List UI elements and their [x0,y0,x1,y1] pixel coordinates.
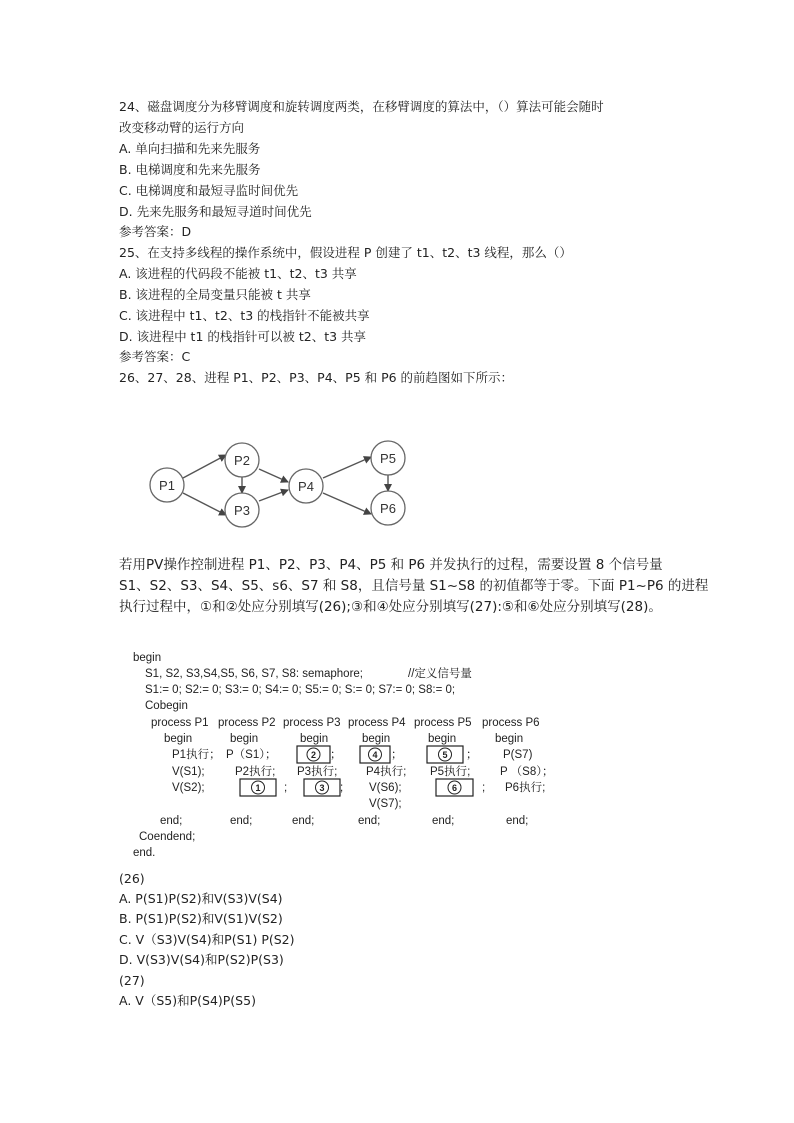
q24-answer: 参考答案：D [119,224,192,239]
q26-label: (26) [119,871,145,886]
p1-stmt-1: P1执行； [172,749,221,761]
edge-p1-p2 [183,455,226,478]
q26-option-c: C. V（S3)V(S4)和P(S1) P(S2) [119,932,295,947]
proc-header-p6: process P6 [482,717,540,729]
proc-begin-p4: begin [362,733,391,745]
p5-stmt-3-semicolon: ; [482,782,486,794]
proc-header-p2: process P2 [218,717,276,729]
p5-stmt-2: P5执行; [430,766,471,778]
pv-code-figure [120,645,580,863]
proc-end-p3: end; [292,815,315,827]
q27-label: (27) [119,973,145,988]
proc-begin-p6: begin [495,733,524,745]
p5-stmt-1-semicolon: ； [466,749,478,761]
blank-label-6: 6 [451,783,458,793]
p6-stmt-3: P6执行; [505,782,546,794]
pv-para-line3: 执行过程中，①和②处应分别填写(26);③和④处应分别填写(27):⑤和⑥处应分别填写(28)。 [119,599,662,615]
proc-end-p5: end; [432,815,455,827]
proc-begin-p5: begin [428,733,457,745]
blank-label-5: 5 [442,750,448,760]
node-label-p4: P4 [298,479,314,494]
proc-end-p6: end; [506,815,529,827]
code-decl: S1, S2, S3,S4,S5, S6, S7, S8: semaphore; [145,668,363,680]
proc-header-p5: process P5 [414,717,472,729]
blank-label-1: 1 [255,783,261,793]
proc-header-p3: process P3 [283,717,341,729]
proc-end-p4: end; [358,815,381,827]
edge-p4-p6 [323,493,371,514]
p3-stmt-3-semicolon: ; [340,782,344,794]
edge-p4-p5 [323,457,371,478]
blank-label-2: 2 [310,750,317,760]
p3-stmt-1-semicolon: ； [330,749,342,761]
proc-end-p1: end; [160,815,183,827]
code-end: end. [133,847,156,859]
proc-header-p1: process P1 [151,717,209,729]
code-coend: Coendend; [139,831,196,843]
proc-begin-p2: begin [230,733,259,745]
p4-stmt-3: V(S6); [369,782,402,794]
node-label-p1: P1 [159,478,175,493]
q26-option-a: A. P(S1)P(S2)和V(S3)V(S4) [119,891,283,906]
p2-stmt-3-semicolon: ; [284,782,288,794]
q24-option-a: A. 单向扫描和先来先服务 [119,141,261,156]
blank-label-3: 3 [319,783,325,793]
code-init: S1:= 0; S2:= 0; S3:= 0; S4:= 0; S5:= 0; S:= 0; S7:= 0; S8:= 0; [145,684,456,696]
p1-stmt-3: V(S2); [172,782,205,794]
precedence-graph [140,435,420,535]
q26-intro: 26、27、28、进程 P1、P2、P3、P4、P5 和 P6 的前趋图如下所示： [119,370,514,385]
q24-stem-line1: 24、磁盘调度分为移臂调度和旋转调度两类，在移臂调度的算法中，（）算法可能会随时 [119,99,604,114]
proc-end-p2: end; [230,815,253,827]
node-label-p2: P2 [234,453,250,468]
q25-option-d: D. 该进程中 t1 的栈指针可以被 t2、t3 共享 [119,329,367,344]
q26-option-b: B. P(S1)P(S2)和V(S1)V(S2) [119,911,283,926]
p2-stmt-2: P2执行; [235,766,276,778]
code-begin: begin [133,652,162,664]
edge-p1-p3 [183,493,226,515]
edge-p3-p4 [259,490,288,501]
proc-begin-p3: begin [300,733,329,745]
blank-label-4: 4 [372,750,378,760]
code-cobegin: Cobegin [145,700,188,712]
q24-stem-line2: 改变移动臂的运行方向 [119,120,245,135]
q25-option-b: B. 该进程的全局变量只能被 t 共享 [119,287,311,302]
q25-answer: 参考答案：C [119,349,191,364]
p2-stmt-1: P（S1）； [226,749,277,761]
code-comment: //定义信号量 [408,668,472,680]
proc-header-p4: process P4 [348,717,406,729]
q25-option-a: A. 该进程的代码段不能被 t1、t2、t3 共享 [119,266,357,281]
p1-stmt-2: V(S1); [172,766,205,778]
p4-stmt-4: V(S7); [369,798,402,810]
q25-stem: 25、在支持多线程的操作系统中，假设进程 P 创建了 t1、t2、t3 线程，那么（） [119,245,572,260]
q27-option-a: A. V（S5)和P(S4)P(S5) [119,993,256,1008]
q24-option-d: D. 先来先服务和最短寻道时间优先 [119,204,312,219]
q26-option-d: D. V(S3)V(S4)和P(S2)P(S3) [119,952,284,967]
p6-stmt-1: P(S7) [503,749,533,761]
pv-para-line1: 若用PV操作控制进程 P1、P2、P3、P4、P5 和 P6 并发执行的过程，需要设置 8 个信号量 [119,557,663,573]
node-label-p3: P3 [234,503,250,518]
q24-option-c: C. 电梯调度和最短寻监时间优先 [119,183,299,198]
node-label-p5: P5 [380,451,396,466]
node-label-p6: P6 [380,501,396,516]
proc-begin-p1: begin [164,733,193,745]
p3-stmt-2: P3执行; [297,766,338,778]
q24-option-b: B. 电梯调度和先来先服务 [119,162,261,177]
pv-para-line2: S1、S2、S3、S4、S5、s6、S7 和 S8，且信号量 S1~S8 的初值都等于零。下面 P1~P6 的进程 [119,578,709,594]
edge-p2-p4 [259,469,288,482]
p4-stmt-2: P4执行; [366,766,407,778]
p4-stmt-1-semicolon: ； [391,749,403,761]
q25-option-c: C. 该进程中 t1、t2、t3 的栈指针不能被共享 [119,308,370,323]
p6-stmt-2: P （S8）； [500,766,554,778]
